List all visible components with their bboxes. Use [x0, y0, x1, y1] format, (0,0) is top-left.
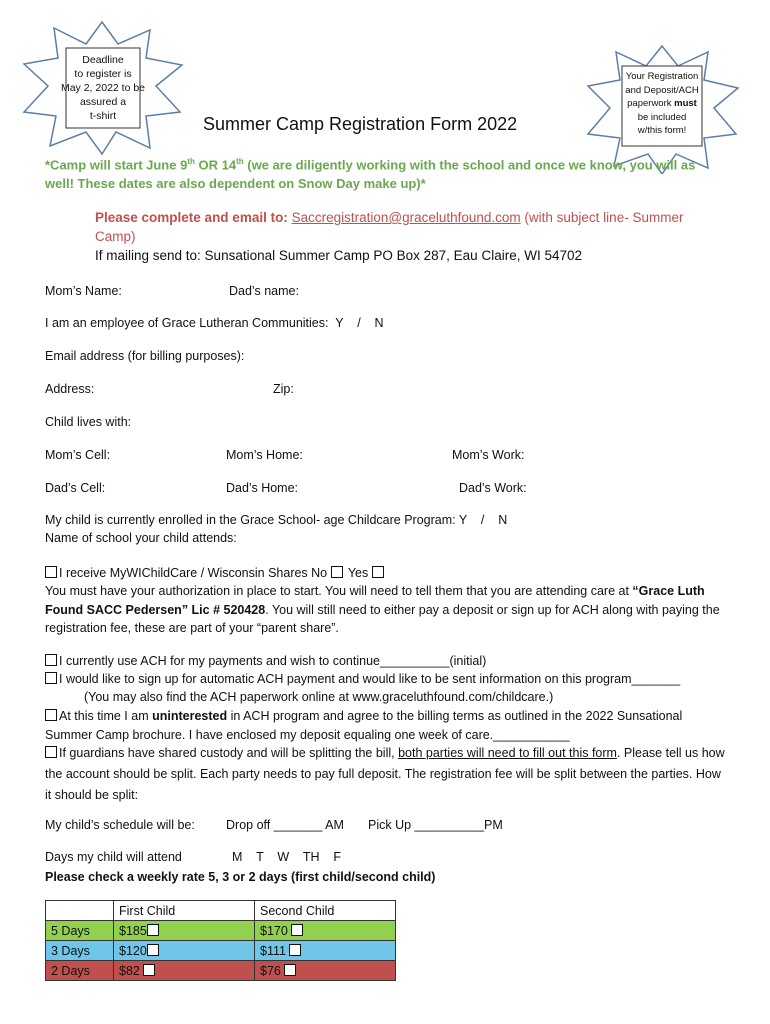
schedule-label: My child’s schedule will be: — [45, 818, 195, 832]
mywichildcare-line: I receive MyWIChildCare / Wisconsin Shares No Yes — [45, 566, 386, 580]
moms-cell-field[interactable]: Mom’s Cell: — [45, 448, 111, 462]
deadline-line: Deadline — [82, 54, 124, 66]
dads-cell-field[interactable]: Dad’s Cell: — [45, 481, 106, 495]
dropoff-field[interactable]: Drop off _______ AM — [226, 818, 344, 832]
enrolled-field[interactable]: My child is currently enrolled in the Grace School- age Childcare Program: Y / N — [45, 513, 508, 527]
checkbox-icon[interactable] — [372, 566, 384, 578]
dads-work-field[interactable]: Dad’s Work: — [459, 481, 527, 495]
rate-label: 3 Days — [46, 941, 114, 961]
checkbox-icon[interactable] — [45, 709, 57, 721]
deadline-line: May 2, 2022 to be — [60, 82, 146, 94]
deadline-line: assured a — [79, 96, 127, 108]
checkbox-icon[interactable] — [147, 924, 159, 936]
rate-label: 2 Days — [46, 961, 114, 981]
ach-option-signup[interactable]: I would like to sign up for automatic ACH payment and would like to be sent information on this program_______ — [45, 672, 680, 686]
checkbox-icon[interactable] — [143, 964, 155, 976]
shared-custody-option[interactable]: If guardians have shared custody and will be splitting the bill, both parties will need to fill out this form. Please tell us how the account should be split. Each party needs to pay full deposit. The registration fee will be split between the parties. How it should be split: — [45, 746, 725, 802]
ach-option-continue[interactable]: I currently use ACH for my payments and wish to continue__________(initial) — [45, 654, 486, 668]
rates-table — [45, 900, 396, 981]
table-row — [46, 921, 396, 941]
rate-first-child[interactable]: $120 — [114, 941, 255, 961]
email-instructions: Please complete and email to: Saccregistration@graceluthfound.com (with subject line- Summer Camp) — [95, 210, 684, 244]
weekly-rate-instruction: Please check a weekly rate 5, 3 or 2 days (first child/second child) — [45, 870, 436, 884]
checkbox-icon[interactable] — [147, 944, 159, 956]
checkbox-icon[interactable] — [331, 566, 343, 578]
rate-second-child[interactable]: $111 — [255, 941, 396, 961]
table-row — [46, 941, 396, 961]
rate-first-child[interactable]: $82 — [114, 961, 255, 981]
mailing-address: If mailing send to: Sunsational Summer Camp PO Box 287, Eau Claire, WI 54702 — [95, 248, 582, 263]
authorization-paragraph: You must have your authorization in place to start. You will need to tell them that you are attending care at “Grace Luth Found SACC Pedersen” Lic # 520428. You will still need to either pay a deposit or sign up for ACH along with paying the registration fee, these are part of your “parent share”. — [45, 584, 720, 635]
email-field[interactable]: Email address (for billing purposes): — [45, 349, 245, 363]
registration-email-link[interactable]: Saccregistration@graceluthfound.com — [291, 210, 521, 225]
school-name-field[interactable]: Name of school your child attends: — [45, 531, 237, 545]
paperwork-line: Your Registration — [625, 71, 699, 82]
checkbox-icon[interactable] — [45, 746, 57, 758]
moms-work-field[interactable]: Mom’s Work: — [452, 448, 525, 462]
checkbox-icon[interactable] — [45, 654, 57, 666]
pickup-field[interactable]: Pick Up __________PM — [368, 818, 503, 832]
deadline-line: t-shirt — [89, 110, 117, 122]
col-header-first-child: First Child — [114, 901, 255, 921]
deadline-line: to register is — [74, 68, 132, 80]
employee-field[interactable]: I am an employee of Grace Lutheran Communities: Y / N — [45, 316, 384, 330]
moms-home-field[interactable]: Mom’s Home: — [226, 448, 303, 462]
paperwork-line: paperwork must — [627, 98, 697, 109]
dads-home-field[interactable]: Dad’s Home: — [226, 481, 299, 495]
moms-name-field[interactable]: Mom’s Name: — [45, 284, 122, 298]
checkbox-icon[interactable] — [45, 566, 57, 578]
address-field[interactable]: Address: — [45, 382, 95, 396]
table-row — [46, 901, 396, 921]
checkbox-icon[interactable] — [289, 944, 301, 956]
deadline-badge — [20, 20, 185, 155]
rate-second-child[interactable]: $76 — [255, 961, 396, 981]
checkbox-icon[interactable] — [45, 672, 57, 684]
table-cell — [46, 901, 114, 921]
paperwork-line: w/this form! — [637, 125, 687, 136]
page-title: Summer Camp Registration Form 2022 — [203, 114, 518, 134]
paperwork-line: and Deposit/ACH — [625, 84, 699, 96]
ach-option-uninterested[interactable]: At this time I am uninterested in ACH program and agree to the billing terms as outlined in the 2022 Sunsational Summer Camp brochure. I have enclosed my deposit equaling one week of care.___________ — [45, 709, 683, 742]
days-label: Days my child will attend — [45, 850, 182, 864]
checkbox-icon[interactable] — [284, 964, 296, 976]
rate-second-child[interactable]: $170 — [255, 921, 396, 941]
child-lives-with-field[interactable]: Child lives with: — [45, 415, 132, 429]
dads-name-field[interactable]: Dad’s name: — [229, 284, 299, 298]
ach-online-note: (You may also find the ACH paperwork online at www.graceluthfound.com/childcare.) — [84, 690, 554, 704]
zip-field[interactable]: Zip: — [273, 382, 294, 396]
rate-first-child[interactable]: $185 — [114, 921, 255, 941]
paperwork-line: be included — [637, 111, 687, 123]
col-header-second-child: Second Child — [255, 901, 396, 921]
days-options[interactable]: M T W TH F — [232, 850, 342, 864]
rate-label: 5 Days — [46, 921, 114, 941]
checkbox-icon[interactable] — [291, 924, 303, 936]
table-row — [46, 961, 396, 981]
camp-start-notice: *Camp will start June 9th OR 14th (we are diligently working with the school and once we know, you will as well! These dates are also dependent on Snow Day make up)* — [45, 157, 696, 191]
